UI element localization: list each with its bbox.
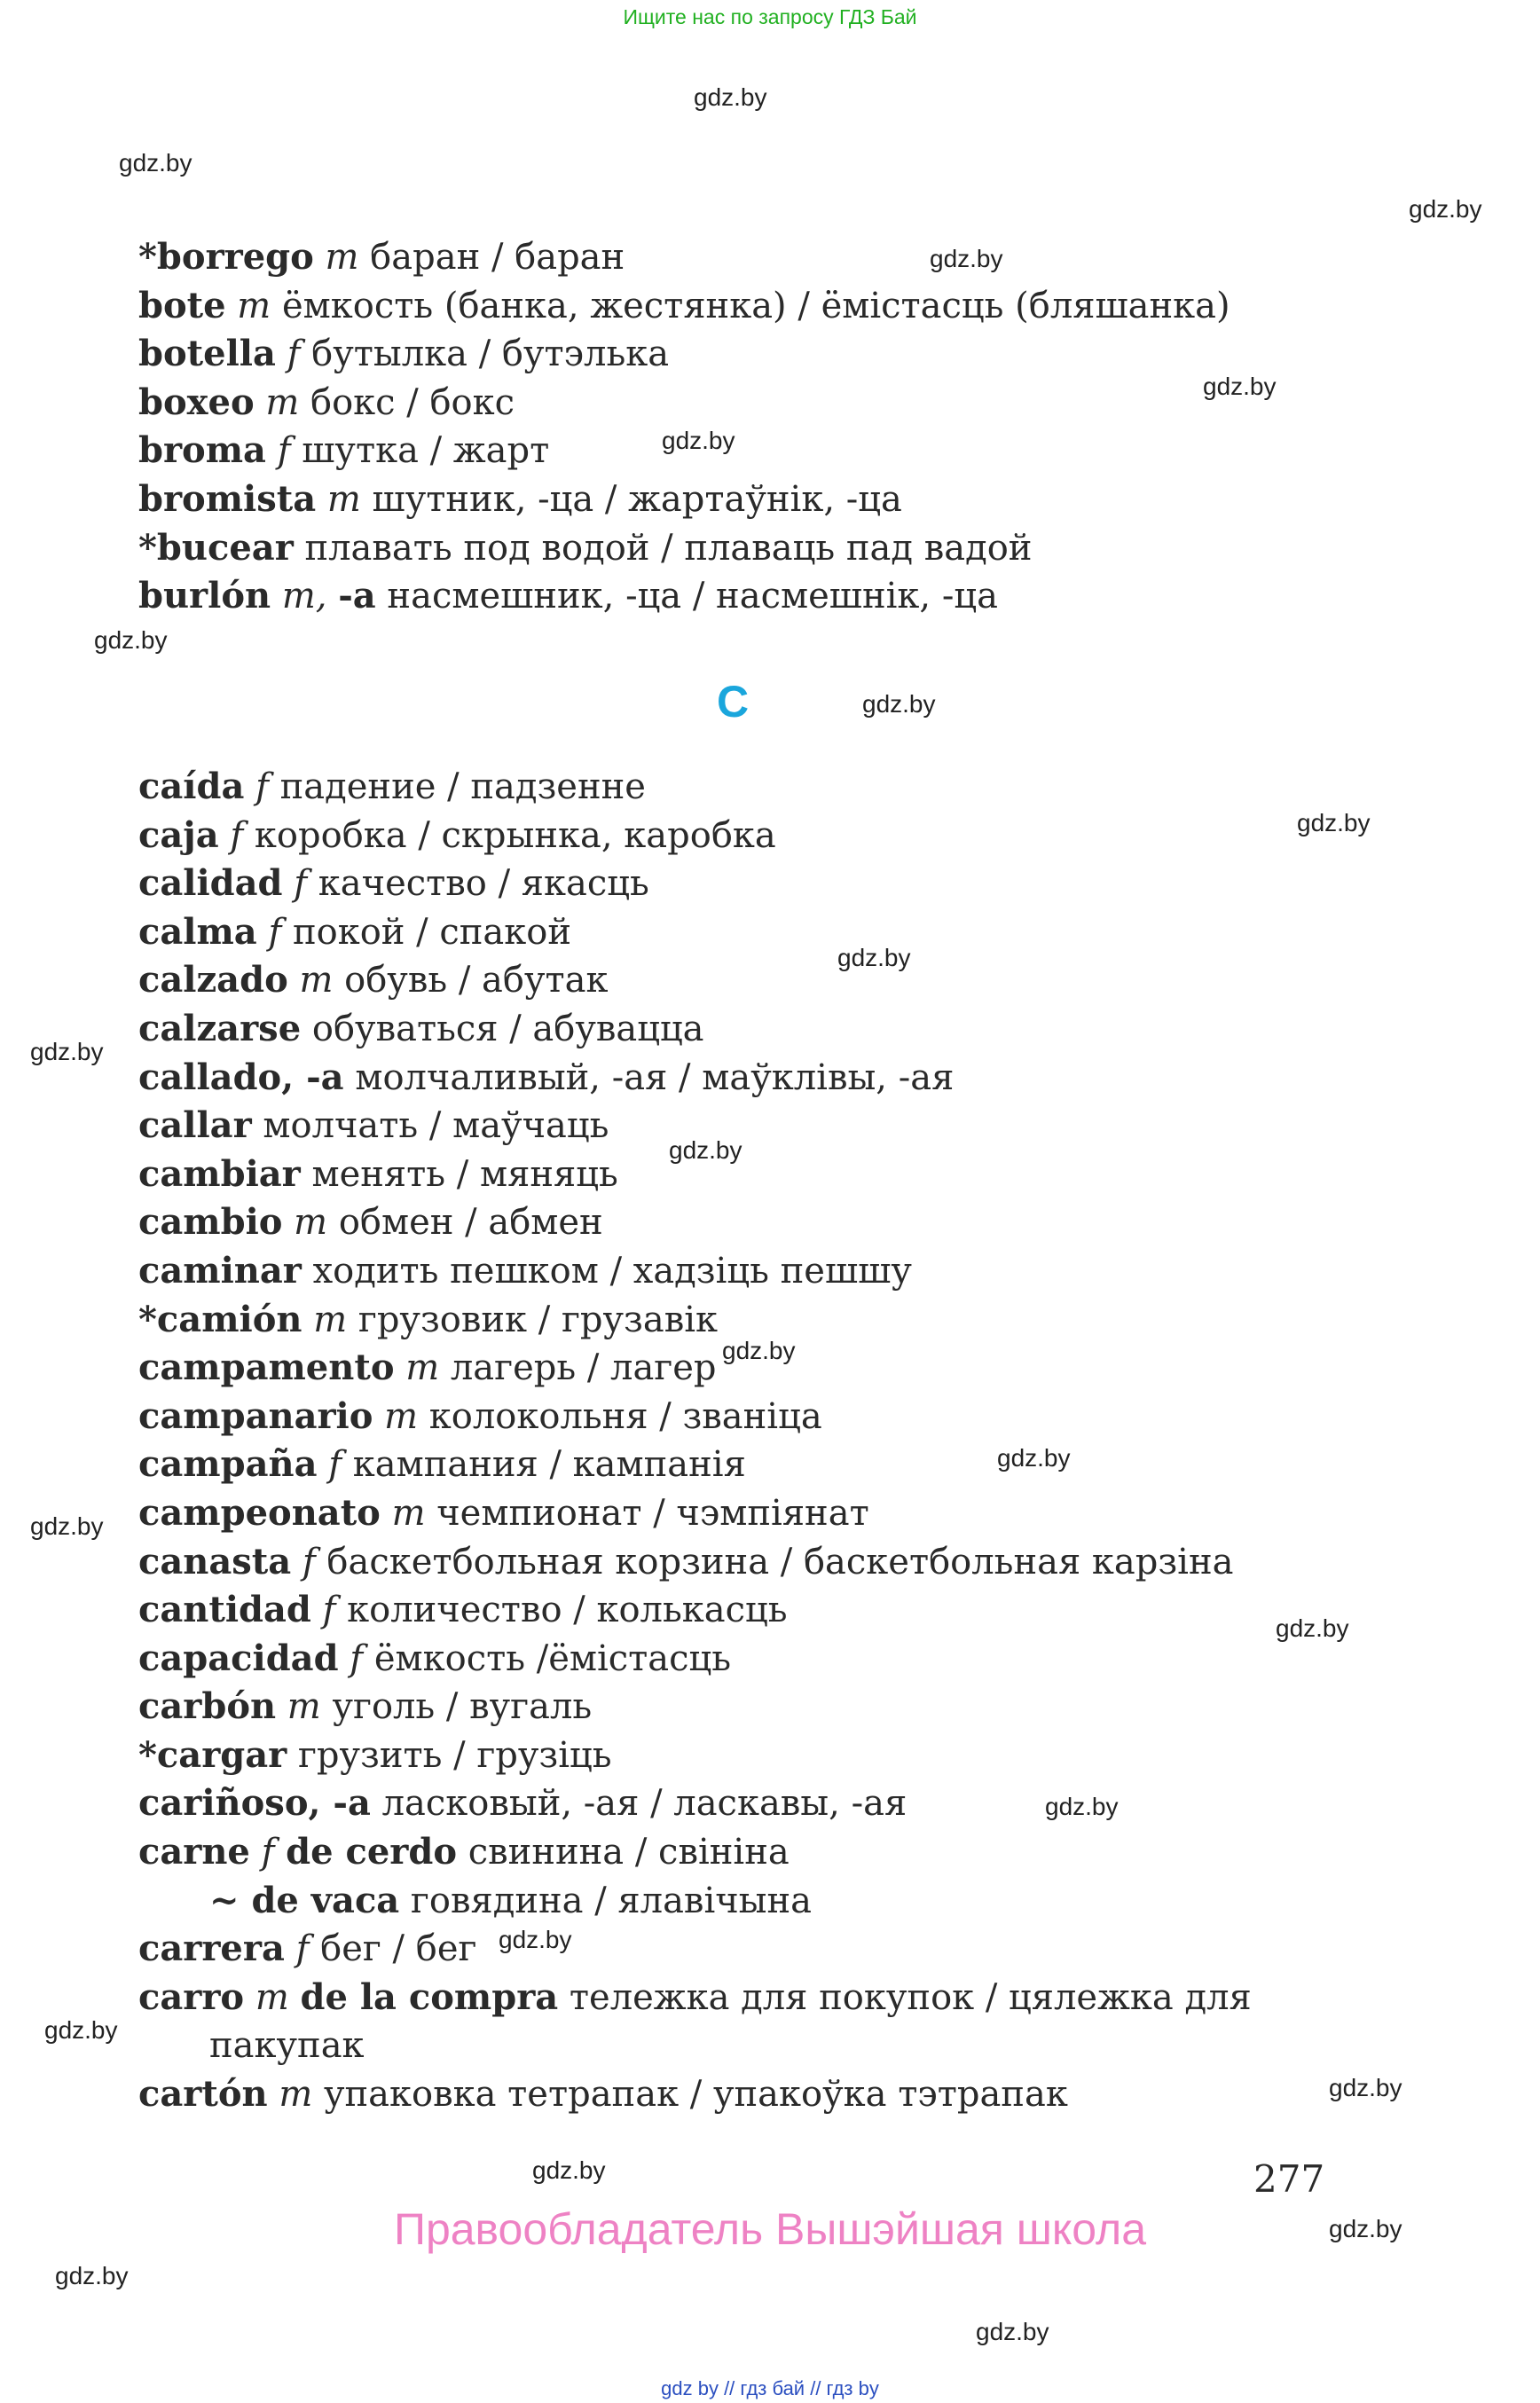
- watermark: gdz.by: [94, 626, 168, 654]
- headword: canasta: [138, 1540, 292, 1582]
- watermark: gdz.by: [1297, 809, 1371, 836]
- translation: бег / бег: [309, 1928, 477, 1970]
- top-banner: Ищите нас по запросу ГДЗ Бай: [623, 5, 917, 28]
- translation: обмен / абмен: [327, 1202, 603, 1244]
- translation: менять / мяняць: [300, 1153, 618, 1195]
- translation: уголь / вугаль: [320, 1686, 593, 1728]
- translation: говядина / ялавічына: [399, 1880, 813, 1921]
- gender-mark: f: [302, 1541, 316, 1582]
- translation: пакупак: [209, 2025, 365, 2067]
- dictionary-entry: [138, 860, 1252, 908]
- gender-mark: m: [255, 1976, 289, 2018]
- rights-notice: Правообладатель Вышэйшая школа: [394, 2204, 1146, 2254]
- headword: cantidad: [138, 1589, 311, 1631]
- gender-mark: f: [230, 814, 244, 856]
- translation: ёмкость /ёмістасць: [363, 1637, 732, 1679]
- headword: *cargar: [138, 1733, 287, 1776]
- translation: грузовик / грузавік: [347, 1299, 719, 1340]
- watermark: gdz.by: [499, 1926, 572, 1953]
- dictionary-entry: [138, 1150, 1252, 1199]
- translation: ласковый, -ая / ласкавы, -ая: [370, 1783, 908, 1825]
- dictionary-entry: [138, 524, 1230, 573]
- headword-phrase: de cerdo: [286, 1831, 458, 1873]
- translation: бокс / бокс: [299, 381, 515, 423]
- headword: *borrego: [138, 236, 314, 278]
- watermark: gdz.by: [1409, 195, 1482, 223]
- watermark: gdz.by: [1045, 1793, 1119, 1820]
- watermark: gdz.by: [1329, 2215, 1402, 2242]
- dictionary-entry: [138, 1247, 1252, 1296]
- gender-mark: f: [294, 863, 308, 905]
- dictionary-entry: [138, 1877, 1252, 1926]
- dictionary-entry: [138, 956, 1252, 1005]
- headword: capacidad: [138, 1637, 339, 1679]
- dictionary-entry: [138, 1925, 1252, 1974]
- dictionary-entry: [138, 572, 1230, 621]
- gender-mark: m: [384, 1395, 419, 1437]
- watermark: gdz.by: [669, 1136, 742, 1164]
- dictionary-entry: [138, 1344, 1252, 1393]
- watermark: gdz.by: [1203, 373, 1277, 400]
- dictionary-entry: [138, 1296, 1252, 1345]
- dictionary-entry: [138, 1102, 1252, 1150]
- translation: коробка / скрынка, каробка: [243, 814, 776, 856]
- headword: cariñoso, -a: [138, 1782, 371, 1825]
- watermark: gdz.by: [1276, 1614, 1349, 1642]
- gender-mark: m: [325, 237, 359, 278]
- headword: campeonato: [138, 1491, 381, 1534]
- dictionary-entry: [138, 908, 1252, 957]
- headword: carne: [138, 1831, 250, 1873]
- dictionary-entry: [138, 763, 1252, 812]
- translation: насмешник, -ца / насмешнік, -ца: [375, 576, 998, 617]
- translation: падение / падзенне: [268, 766, 646, 807]
- dictionary-entry: [138, 1779, 1252, 1828]
- headword: calzarse: [138, 1007, 302, 1049]
- translation: колокольня / званіца: [418, 1395, 822, 1437]
- watermark: gdz.by: [119, 149, 192, 177]
- translation: обуваться / абувацца: [301, 1008, 704, 1049]
- translation: молчаливый, -ая / маўклівы, -ая: [343, 1056, 955, 1098]
- watermark: gdz.by: [30, 1038, 104, 1065]
- watermark: gdz.by: [55, 2262, 129, 2289]
- headword: bote: [138, 284, 226, 326]
- watermark: gdz.by: [694, 83, 767, 111]
- headword: calidad: [138, 862, 283, 905]
- translation: грузить / грузіць: [287, 1734, 612, 1776]
- headword: cambiar: [138, 1152, 301, 1195]
- translation: тележка для покупок / цялежка для: [558, 1976, 1252, 2018]
- watermark: gdz.by: [862, 690, 936, 718]
- gender-mark: m: [287, 1686, 321, 1728]
- headword: caja: [138, 813, 219, 856]
- headword: *camión: [138, 1298, 302, 1340]
- watermark: gdz.by: [532, 2156, 606, 2184]
- dictionary-entries-c: [138, 763, 1252, 2119]
- dictionary-entry: [138, 812, 1252, 860]
- gender-mark: m: [299, 960, 334, 1001]
- headword: burlón: [138, 575, 271, 617]
- watermark: gdz.by: [997, 1444, 1071, 1472]
- dictionary-entry: [138, 1732, 1252, 1780]
- gender-mark: m: [237, 285, 271, 326]
- gender-mark: f: [322, 1590, 336, 1631]
- gender-mark: f: [350, 1637, 364, 1679]
- headword: carro: [138, 1975, 245, 2018]
- watermark: gdz.by: [1329, 2074, 1402, 2101]
- dictionary-entry: [138, 1198, 1252, 1247]
- dictionary-entry: [138, 330, 1230, 379]
- headword: cartón: [138, 2073, 268, 2116]
- gender-mark: m: [313, 1299, 348, 1340]
- gender-mark: f: [255, 766, 269, 807]
- watermark: gdz.by: [30, 1512, 104, 1540]
- footer-links: gdz by // гдз бай // гдз by: [661, 2377, 879, 2399]
- headword: *bucear: [138, 526, 294, 569]
- headword: campamento: [138, 1347, 395, 1389]
- headword: campanario: [138, 1394, 373, 1437]
- headword: caída: [138, 766, 245, 807]
- headword: calzado: [138, 959, 288, 1001]
- translation: количество / колькасць: [335, 1590, 788, 1631]
- dictionary-entry: [138, 1683, 1252, 1732]
- dictionary-entry: [138, 379, 1230, 428]
- headword: broma: [138, 429, 266, 472]
- translation: бутылка / бутэлька: [300, 334, 670, 375]
- translation: баран / баран: [358, 237, 625, 278]
- translation: плавать под водой / плаваць пад вадой: [293, 527, 1033, 569]
- page-number: 277: [1253, 2157, 1325, 2201]
- translation: шутник, -ца / жартаўнік, -ца: [360, 478, 902, 520]
- headword-phrase: -a: [338, 575, 376, 617]
- gender-mark: f: [287, 334, 301, 375]
- translation: качество / якасць: [307, 863, 649, 905]
- dictionary-entries-b: [138, 233, 1230, 621]
- dictionary-entry: [138, 1393, 1252, 1441]
- translation: упаковка тетрапак / упакоўка тэтрапак: [312, 2074, 1068, 2116]
- watermark: gdz.by: [837, 944, 911, 971]
- translation: ёмкость (банка, жестянка) / ёмістасць (бляшанка): [271, 285, 1230, 326]
- headword: carrera: [138, 1928, 285, 1970]
- dictionary-entry: [138, 2022, 1252, 2070]
- dictionary-entry: [138, 2070, 1252, 2119]
- gender-mark: f: [268, 911, 282, 953]
- dictionary-entry: [138, 427, 1230, 475]
- dictionary-entry: [138, 1828, 1252, 1877]
- gender-mark: m: [265, 381, 300, 423]
- dictionary-entry: [138, 1441, 1252, 1489]
- translation: чемпионат / чэмпіянат: [425, 1492, 869, 1534]
- dictionary-entry: [138, 1005, 1252, 1054]
- watermark: gdz.by: [662, 427, 735, 454]
- gender-mark: f: [328, 1444, 342, 1486]
- gender-mark: m,: [281, 576, 327, 617]
- gender-mark: m: [391, 1492, 426, 1534]
- dictionary-entry: [138, 475, 1230, 524]
- headword: callar: [138, 1104, 252, 1147]
- watermark: gdz.by: [44, 2016, 118, 2044]
- gender-mark: m: [279, 2074, 313, 2116]
- watermark: gdz.by: [722, 1337, 796, 1364]
- gender-mark: m: [294, 1202, 328, 1244]
- translation: покой / спакой: [281, 911, 572, 953]
- watermark: gdz.by: [976, 2318, 1049, 2345]
- dictionary-entry: [138, 1489, 1252, 1538]
- gender-mark: f: [295, 1928, 310, 1970]
- translation: свинина / свініна: [457, 1832, 790, 1873]
- translation: обувь / абутак: [333, 960, 609, 1001]
- headword: callado, -a: [138, 1056, 344, 1098]
- headword: boxeo: [138, 381, 255, 423]
- translation: ходить пешком / хадзіць пешшу: [301, 1250, 912, 1292]
- dictionary-entry: [138, 1054, 1252, 1103]
- headword: caminar: [138, 1249, 302, 1292]
- watermark: gdz.by: [930, 245, 1003, 272]
- dictionary-entry: [138, 282, 1230, 331]
- dictionary-entry: [138, 1635, 1252, 1684]
- headword: carbón: [138, 1685, 277, 1728]
- gender-mark: m: [326, 478, 361, 520]
- dictionary-entry: [138, 1586, 1252, 1635]
- headword: cambio: [138, 1201, 283, 1244]
- dictionary-entry: [138, 1538, 1252, 1587]
- translation: баскетбольная корзина / баскетбольная карзіна: [315, 1541, 1234, 1582]
- translation: лагерь / лагер: [439, 1347, 717, 1389]
- headword-phrase: de la compra: [300, 1975, 559, 2018]
- dictionary-entry: [138, 1974, 1252, 2022]
- translation: шутка / жарт: [290, 430, 550, 472]
- headword: calma: [138, 910, 257, 953]
- headword: botella: [138, 333, 276, 375]
- headword: bromista: [138, 477, 317, 520]
- headword: campaña: [138, 1443, 318, 1486]
- headword: ~ de vaca: [209, 1879, 400, 1921]
- translation: молчать / маўчаць: [251, 1105, 609, 1147]
- section-letter: C: [717, 677, 750, 726]
- gender-mark: f: [261, 1832, 275, 1873]
- dictionary-entry: [138, 233, 1230, 282]
- translation: кампания / кампанія: [342, 1444, 746, 1486]
- gender-mark: m: [405, 1347, 440, 1389]
- gender-mark: f: [277, 430, 291, 472]
